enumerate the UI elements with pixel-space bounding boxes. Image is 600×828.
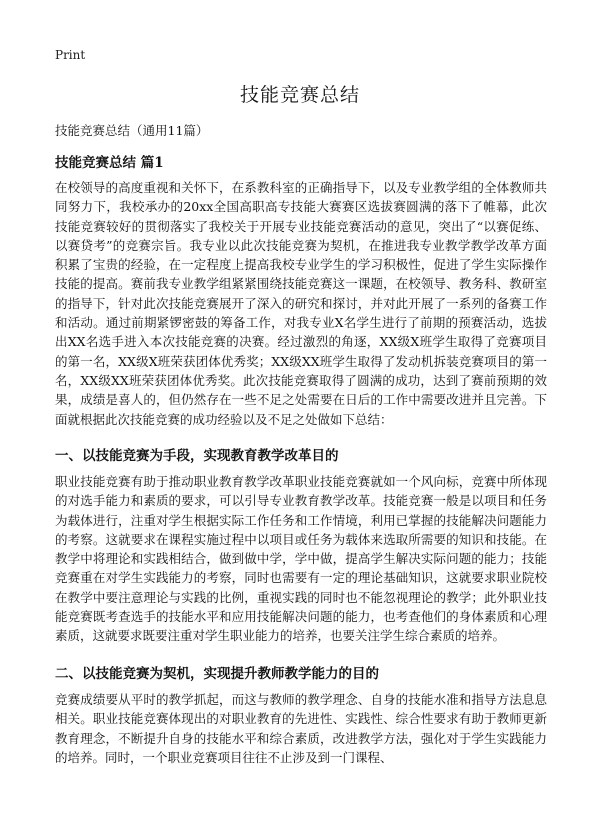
print-link[interactable]: Print xyxy=(55,48,86,62)
paragraph-intro: 在校领导的高度重视和关怀下，在系教科室的正确指导下，以及专业教学组的全体教师共同努力下，我校承办的20xx全国高职高专技能大赛赛区选拔赛圆满的落下了帷幕，此次技能竞赛较好的贯彻落实了我校关于开展专业技能竞赛活动的意见，突出了“以赛促练、以赛贷考”的竞赛宗旨。我专业以此次技能竞赛为契机，在推进我专业教学教学改革方面积累了宝贵的经验，在一定程度上提高我校专业学生的学习积极性，促进了学生实际操作技能的提高。赛前我专业教学组紧紧围绕技能竞赛这一课题，在校领导、教务科、教研室的指导下，针对此次技能竞赛展开了深入的研究和探讨，并对此开展了一系列的备赛工作和活动。通过前期紧锣密鼓的筹备工作，对我专业X名学生进行了前期的预赛活动，选拔出XX名选手进入本次技能竞赛的决赛。经过激烈的角逐，XX级X班学生取得了竞赛项目的第一名，XX级X班荣获团体优秀奖；XX级XX班学生取得了发动机拆装竞赛项目的第一名，XX级XX班荣获团体优秀奖。此次技能竞赛取得了圆满的成功，达到了赛前预期的效果，成绩是喜人的，但仍然存在一些不足之处需要在日后的工作中需要改进并且完善。下面就根据此次技能竞赛的成功经验以及不足之处做如下总结： xyxy=(55,180,547,427)
paragraph-two: 竞赛成绩要从平时的教学抓起，而这与教师的教学理念、自身的技能水准和指导方法息息相关。职业技能竞赛体现出的对职业教育的先进性、实践性、综合性要求有助于教师更新教育理念，不断提升自身的技能水平和综合素质，改进教学方法，强化对于学生实践能力的培养。同时，一个职业竞赛项目往往不止涉及到一门课程、 xyxy=(55,692,547,765)
document-subtitle: 技能竞赛总结（通用11篇） xyxy=(55,123,209,138)
paragraph-one: 职业技能竞赛有助于推动职业教育教学改革职业技能竞赛就如一个风向标，竞赛中所体现的对选手能力和素质的要求，可以引导专业教育教学改革。技能竞赛一般是以项目和任务为载体进行，注重对学生根据实际工作任务和工作情境，利用已掌握的技能解决问题能力的考察。这就要求在课程实施过程中以项目或任务为载体来选取所需要的知识和技能。在教学中将理论和实践相结合，做到做中学，学中做，提高学生解决实际问题的能力；技能竞赛重在对学生实践能力的考察，同时也需要有一定的理论基础知识，这就要求职业院校在教学中要注意理论与实践的比例，重视实践的同时也不能忽视理论的教学；此外职业技能竞赛既考查选手的技能水平和应用技能解决问题的能力，也考查他们的身体素质和心理素质，这就要求既要注重对学生职业能力的培养，也要关注学生综合素质的培养。 xyxy=(55,474,547,644)
heading-one: 一、以技能竞赛为手段，实现教育教学改革目的 xyxy=(55,448,339,464)
section-heading: 技能竞赛总结 篇1 xyxy=(55,155,164,171)
document-title: 技能竞赛总结 xyxy=(239,84,360,106)
heading-two: 二、以技能竞赛为契机，实现提升教师教学能力的目的 xyxy=(55,666,379,682)
